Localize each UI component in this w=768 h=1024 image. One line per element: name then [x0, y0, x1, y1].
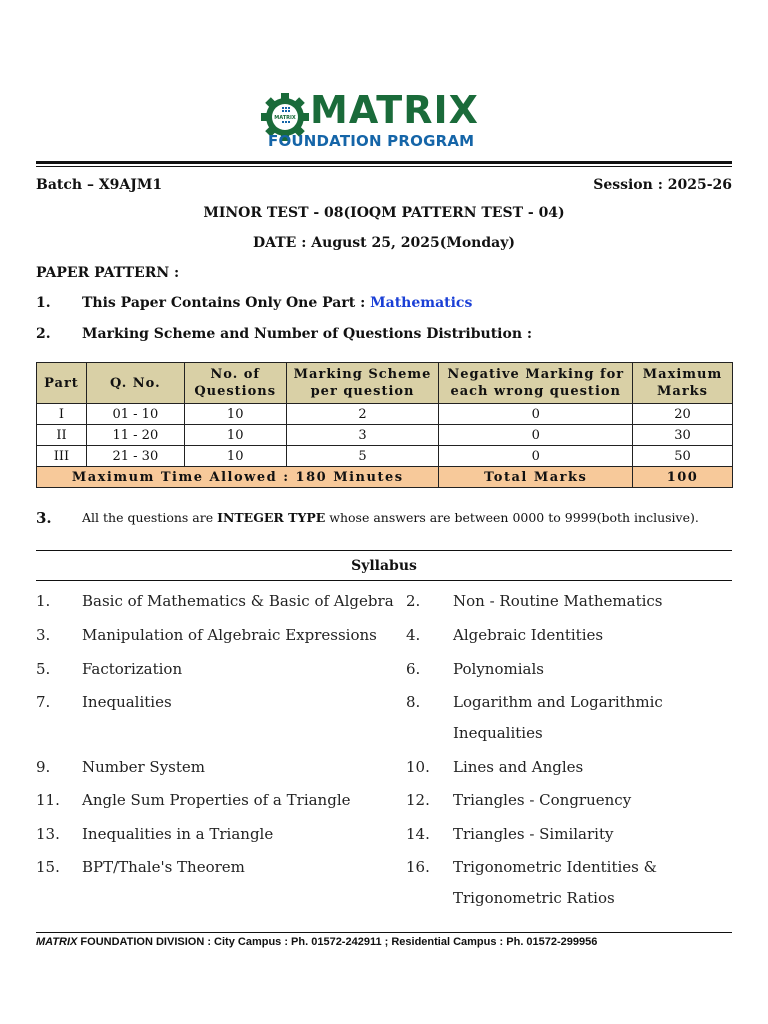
point-1: [82, 295, 472, 311]
syllabus-number: 2.: [406, 592, 421, 610]
point-2-number: 2.: [36, 326, 51, 342]
footer-brand: MATRIX: [36, 936, 78, 948]
cell-count: 10: [184, 446, 286, 467]
syllabus-number: 1.: [36, 592, 51, 610]
syllabus-item: BPT/Thale's Theorem: [82, 858, 245, 876]
syllabus-number: 8.: [406, 693, 421, 711]
point-3-number: 3.: [36, 509, 52, 527]
syllabus-item: Number System: [82, 758, 206, 776]
syllabus-number: 9.: [36, 758, 51, 776]
header-num-questions: No. of Questions: [184, 363, 286, 404]
point-3-post: whose answers are between 0000 to 9999(both inclusive).: [325, 510, 699, 525]
syllabus-item: Logarithm and Logarithmic: [453, 693, 663, 711]
cell-max: 30: [633, 425, 733, 446]
syllabus-item: Basic of Mathematics & Basic of Algebra: [82, 592, 394, 610]
marking-scheme-table: [36, 362, 733, 488]
total-marks-value: 100: [633, 467, 733, 488]
syllabus-number: 3.: [36, 626, 51, 644]
cell-max: 20: [633, 404, 733, 425]
cell-count: 10: [184, 425, 286, 446]
syllabus-item: Angle Sum Properties of a Triangle: [82, 791, 351, 809]
header-rule-thick: [36, 161, 732, 164]
table-footer-row: [37, 467, 733, 488]
footer: [36, 936, 597, 948]
header-rule-thin: [36, 166, 732, 167]
syllabus-item: Inequalities: [82, 693, 172, 711]
syllabus-title: Syllabus: [351, 558, 417, 574]
paper-pattern-heading: PAPER PATTERN :: [36, 265, 180, 281]
syllabus-item-continued: Trigonometric Ratios: [453, 889, 615, 907]
header-part: Part: [37, 363, 87, 404]
header-marking-scheme: Marking Scheme per question: [286, 363, 439, 404]
syllabus-item: Trigonometric Identities &: [453, 858, 657, 876]
table-row: [37, 404, 733, 425]
syllabus-item: Algebraic Identities: [453, 626, 604, 644]
header-max-marks: Maximum Marks: [633, 363, 733, 404]
cell-qno: 01 - 10: [86, 404, 184, 425]
syllabus-number: 11.: [36, 791, 60, 809]
footer-rule: [36, 932, 732, 933]
syllabus-number: 10.: [406, 758, 430, 776]
cell-scheme: 3: [286, 425, 439, 446]
cell-negative: 0: [439, 404, 633, 425]
table-row: [37, 446, 733, 467]
cell-max: 50: [633, 446, 733, 467]
syllabus-rule-bottom: [36, 580, 732, 581]
syllabus-item: Non - Routine Mathematics: [453, 592, 663, 610]
brand-subtitle: FOUNDATION PROGRAM: [268, 132, 475, 150]
syllabus-number: 13.: [36, 825, 60, 843]
syllabus-number: 4.: [406, 626, 421, 644]
cell-negative: 0: [439, 425, 633, 446]
batch-label: Batch – X9AJM1: [36, 177, 163, 193]
cell-negative: 0: [439, 446, 633, 467]
cell-part: III: [37, 446, 87, 467]
cell-scheme: 5: [286, 446, 439, 467]
syllabus-item: Polynomials: [453, 660, 544, 678]
cell-count: 10: [184, 404, 286, 425]
table-header-row: [37, 363, 733, 404]
syllabus-number: 12.: [406, 791, 430, 809]
total-marks-label: Total Marks: [439, 467, 633, 488]
footer-text: FOUNDATION DIVISION : City Campus : Ph. 01572-242911 ; Residential Campus : Ph. 01572-299956: [77, 936, 598, 948]
syllabus-rule-top: [36, 550, 732, 551]
header-qno: Q. No.: [86, 363, 184, 404]
point-1-text: This Paper Contains Only One Part :: [82, 295, 371, 311]
cell-scheme: 2: [286, 404, 439, 425]
header-negative-marking: Negative Marking for each wrong question: [439, 363, 633, 404]
syllabus-item-continued: Inequalities: [453, 724, 543, 742]
test-title: MINOR TEST - 08(IOQM PATTERN TEST - 04): [203, 205, 565, 221]
logo-badge-text: MATRIX: [274, 115, 296, 121]
syllabus-item: Triangles - Congruency: [453, 791, 632, 809]
table-row: [37, 425, 733, 446]
point-1-number: 1.: [36, 295, 51, 311]
cell-part: I: [37, 404, 87, 425]
cell-qno: 21 - 30: [86, 446, 184, 467]
syllabus-item: Factorization: [82, 660, 183, 678]
max-time-allowed: Maximum Time Allowed : 180 Minutes: [37, 467, 439, 488]
syllabus-item: Manipulation of Algebraic Expressions: [82, 626, 377, 644]
point-3: [82, 510, 699, 525]
syllabus-item: Inequalities in a Triangle: [82, 825, 274, 843]
brand-name: MATRIX: [310, 88, 479, 132]
syllabus-number: 15.: [36, 858, 60, 876]
test-date: DATE : August 25, 2025(Monday): [253, 235, 515, 251]
point-3-pre: All the questions are: [82, 510, 218, 525]
matrix-logo: [258, 88, 498, 154]
syllabus-number: 14.: [406, 825, 430, 843]
syllabus-item: Triangles - Similarity: [453, 825, 614, 843]
syllabus-number: 7.: [36, 693, 51, 711]
point-3-bold: INTEGER TYPE: [217, 510, 326, 525]
session-label: Session : 2025-26: [593, 177, 732, 193]
cell-qno: 11 - 20: [86, 425, 184, 446]
point-2-text: Marking Scheme and Number of Questions Distribution :: [82, 326, 533, 342]
syllabus-number: 16.: [406, 858, 430, 876]
cell-part: II: [37, 425, 87, 446]
point-1-subject: Mathematics: [370, 295, 473, 311]
syllabus-item: Lines and Angles: [453, 758, 584, 776]
syllabus-number: 5.: [36, 660, 51, 678]
syllabus-number: 6.: [406, 660, 421, 678]
